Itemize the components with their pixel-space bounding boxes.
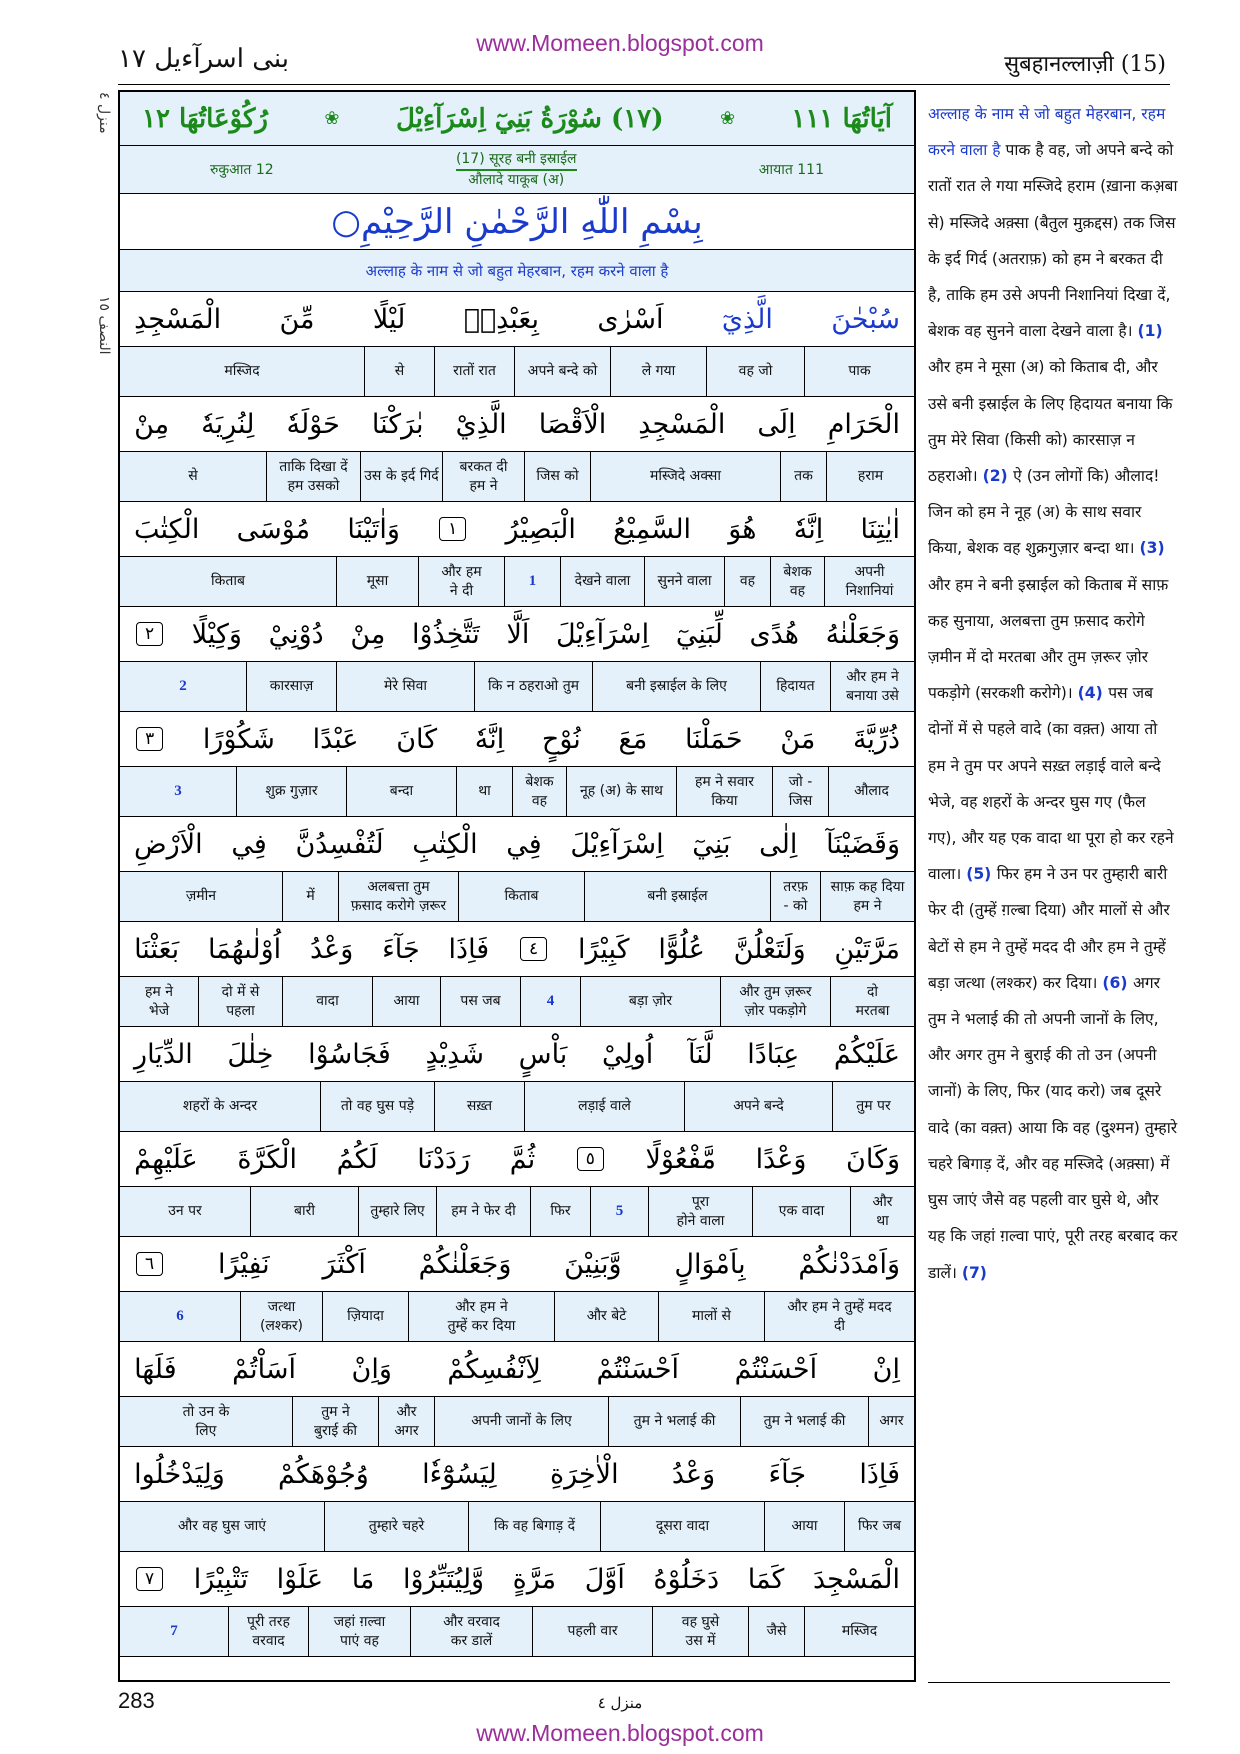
arabic-word: وُجُوْهَكُمْ [278,1458,369,1490]
arabic-word: الْحَرَامِ [827,408,900,440]
word-meaning-cell: और हम ने बनाया उसे [830,662,914,711]
word-translation-row [120,557,914,607]
word-meaning-cell: और वरवाद कर डालें [410,1607,532,1656]
arabic-word: وَاَمْدَدْنٰكُمْ [798,1248,900,1280]
verse-number-cell: 1 [504,557,560,606]
word-meaning-cell: मस्जिद [224,363,260,379]
verse-number-cell: 7 [170,1623,178,1639]
bismillah-arabic: بِسْمِ اللّٰهِ الرَّحْمٰنِ الرَّحِيْمِ○ [331,201,703,242]
arabic-word: فَاِذَا [448,933,490,965]
word-meaning-cell: ले गया [610,347,706,396]
word-meaning-cell: नूह (अ) के साथ [566,767,676,816]
word-translation-row [120,1187,914,1237]
arabic-word: اُولِيْ [602,1038,654,1070]
word-meaning-cell: तुम पर [832,1082,914,1131]
arabic-word: الَّذِيٓ [721,303,773,335]
commentary-verse-number: (5) [966,865,997,884]
word-meaning-cell: तक [780,452,826,501]
commentary-passage: पस जब दोनों में से पहले वादे (का वक़्त) आया तो हम ने तुम पर अपने सख़्त लड़ाई वाले बन्दे भेजे, वह शहरों के अन्दर घुस गए (फैल गए), और यह एक वादा था पूरा हो कर रहने वाला। [928,684,1174,884]
word-meaning-cell: हम ने भेजे [144,983,174,1019]
word-meaning-cell: दो में से पहला [198,977,282,1026]
arabic-line-row [120,1552,914,1607]
header-rule [118,84,1170,85]
word-meaning-cell: शहरों के अन्दर [182,1098,258,1114]
word-meaning-cell: जहां ग़ल्वा पाएं वह [308,1607,410,1656]
arabic-line-row [120,1132,914,1187]
word-meaning-cell: बन्दा [346,767,456,816]
arabic-word: تَتْبِيْرًا [193,1563,249,1595]
word-meaning-cell: मस्जिदे अक्सा [590,452,780,501]
arabic-word: اٰيٰتِنَا [860,513,900,545]
verse-number-cell: 3 [174,783,182,799]
arabic-word: رَدَدْنَا [417,1143,471,1175]
arabic-word: اَوَّلَ [584,1563,625,1595]
surah-running-title-arabic: بنی اسرآءیل ١٧ [118,44,289,74]
arabic-word: فَجَاسُوْا [308,1038,391,1070]
surah-title-row [120,92,914,146]
arabic-word: مَّفْعُوْلًا [645,1143,717,1175]
verse-number-cell: 6 [176,1308,184,1324]
word-meaning-cell: उन पर [168,1203,202,1219]
word-meaning-cell: था [456,767,512,816]
bismillah-translation: अल्लाह के नाम से जो बहुत मेहरबान, रहम करने वाला है [365,261,669,280]
word-meaning-cell: ताकि दिखा दें हम उसको [266,452,360,501]
arabic-word: شَدِيْدٍ [425,1038,484,1070]
arabic-word: الْاٰخِرَةِ [549,1458,619,1490]
arabic-word: فِي [506,828,542,860]
arabic-word: وَّبَنِيْنَ [564,1248,622,1280]
ayat-count-arabic: آيَاتُهَا ١١١ [791,103,892,134]
arabic-word: الْكِتٰبَ [134,513,200,545]
word-meaning-cell: हराम [826,452,914,501]
surah-name-hindi [456,150,577,190]
arabic-word: بِعَبْدِهٖ [463,303,539,335]
commentary-passage: पाक है वह, जो अपने बन्दे को रातों रात ले गया मस्जिदे हराम (ख़ाना कअ़बा से) मस्जिदे अक़्सा (बैतुल मुक़द्दस) तक जिस के इर्द गिर्द (अतराफ़) को हम ने बरकत दी है, ताकि हम उसे अपनी निशानियां दिखा दें, बेशक वह सुनने वाला देखने वाला है। [928,141,1178,341]
arabic-word: عَبْدًا [312,723,359,755]
verse-number-cell: 4 [520,977,580,1026]
arabic-word: لَكُمُ [336,1143,378,1175]
word-meaning-cell: लड़ाई वाले [524,1082,684,1131]
ayah-number-marker: ٢ [136,622,163,646]
surah-subtitle-hindi: औलादे याकूब (अ) [468,171,565,188]
arabic-word: بَعَثْنَا [134,933,180,965]
word-meaning-cell: और वह घुस जाएं [177,1518,267,1534]
arabic-word: اِسْرَآءِيْلَ [555,618,650,650]
arabic-word: وَلِيَدْخُلُوا [134,1458,225,1490]
arabic-word: لِنُرِيَهٗ [201,408,255,440]
word-meaning-cell: अगर [868,1397,914,1446]
arabic-word: وَكَانَ [846,1143,900,1175]
word-meaning-cell: फिर जब [844,1502,914,1551]
word-meaning-cell: ज़मीन [185,888,217,904]
arabic-word: الْمَسْجِدِ [134,303,222,335]
commentary-verse-number: (1) [1137,322,1163,341]
word-meaning-cell: कि न ठहराओ तुम [474,662,592,711]
arabic-word: حَوْلَهٗ [286,408,340,440]
word-meaning-cell: मूसा [336,557,418,606]
arabic-word: لِاَنْفُسِكُمْ [447,1353,541,1385]
arabic-word: مِنْ [134,408,170,440]
side-manzil-note: منزل ٤ [96,92,112,134]
arabic-word: لَّنَآ [687,1038,713,1070]
word-translation-row [120,1607,914,1657]
arabic-word: مِنْ [350,618,386,650]
arabic-word: اِنَّهٗ [793,513,824,545]
commentary-verse-number: (4) [1077,684,1109,703]
arabic-word: عِبَادًا [747,1038,800,1070]
arabic-word: فَاِذَا [859,1458,900,1490]
word-meaning-cell: किताब [211,573,245,589]
word-meaning-cell: तुम्हारे लिए [358,1187,436,1236]
arabic-line-row [120,397,914,452]
word-meaning-cell: वादा [282,977,372,1026]
commentary-passage: अल्लाह के नाम से जो बहुत मेहरबान, रहम करने वाला है [928,105,1166,160]
page-number: 283 [118,1688,155,1713]
arabic-word: اِسْرَآءِيْلَ [570,828,664,860]
ruku-count-hindi: रुकुआत 12 [210,162,274,178]
word-meaning-cell: तो उन के लिए [182,1403,230,1439]
word-meaning-cell: बनी इस्राईल [584,872,770,921]
arabic-word: وَعْدُ [309,933,354,965]
arabic-word: اُوْلٰىهُمَا [207,933,282,965]
word-meaning-cell: दो मरतबा [830,977,914,1026]
commentary-passage: ऐ (उन लोगों कि) औलाद! जिन को हम ने नूह (अ) के साथ सवार किया, बेशक वह शुक्रगुज़ार बन्दा था। [928,467,1160,558]
word-meaning-cell: किताब [458,872,584,921]
header-url[interactable]: www.Momeen.blogspot.com [476,30,764,56]
arabic-word: مَرَّتَيْنِ [834,933,900,965]
word-meaning-cell: पूरा होने वाला [648,1187,752,1236]
arabic-word: كَانَ [396,723,438,755]
arabic-word: حَمَلْنَا [684,723,743,755]
arabic-word: هُدًى [749,618,800,650]
commentary-verse-number: (3) [1139,539,1165,558]
arabic-word: وَاِنْ [351,1353,392,1385]
word-meaning-cell: एक वादा [752,1187,850,1236]
word-meaning-cell: रातों रात [434,347,514,396]
arabic-line-row [120,922,914,977]
arabic-word: بَنِيٓ [692,828,731,860]
commentary-passage: और हम ने मूसा (अ) को किताब दी, और उसे बनी इस्राईल के लिए हिदायत बनाया कि तुम मेरे सिवा (किसी को) कारसाज़ न ठहराओ। [928,358,1173,486]
word-meaning-cell: जिस को [524,452,590,501]
arabic-word: مِّنَ [279,303,315,335]
arabic-word: اِلٰى [759,828,798,860]
arabic-word: الْمَسْجِدَ [812,1563,900,1595]
word-meaning-cell: अपनी निशानियां [824,557,914,606]
word-translation-row [120,1292,914,1342]
word-meaning-cell: दूसरा वादा [600,1502,764,1551]
surah-info-row [120,146,914,194]
arabic-word: اِنْ [872,1353,900,1385]
word-meaning-cell: ज़ियादा [322,1292,408,1341]
arabic-word: الَّذِيْ [455,408,507,440]
arabic-line-row [120,712,914,767]
arabic-word: نُوْحٍ [541,723,581,755]
arabic-word: الْبَصِيْرُ [505,513,576,545]
word-meaning-cell: बड़ा ज़ोर [580,977,720,1026]
word-meaning-cell: मालों से [658,1292,764,1341]
commentary-verse-number: (6) [1102,973,1133,992]
arabic-word: اَسْرٰى [597,303,664,335]
arabic-word: جَآءَ [382,933,420,965]
ayat-count-hindi: आयात 111 [758,162,824,178]
ayah-number-marker: ٦ [136,1252,163,1276]
word-meaning-cell: पूरी तरह वरवाद [228,1607,308,1656]
arabic-word: اِنَّهٗ [474,723,505,755]
word-meaning-cell: सुनने वाला [644,557,724,606]
arabic-word: اَلَّا [506,618,530,650]
arabic-word: لَيْلًا [372,303,406,335]
word-translation-row [120,767,914,817]
word-meaning-cell: वह [724,557,770,606]
arabic-word: كَبِيْرًا [577,933,630,965]
arabic-word: مَرَّةٍ [512,1563,557,1595]
word-meaning-cell: और हम ने तुम्हें कर दिया [408,1292,554,1341]
arabic-word: اَحْسَنْتُمْ [734,1353,818,1385]
word-meaning-cell: फिर [530,1187,590,1236]
word-meaning-cell: मेरे सिवा [336,662,474,711]
word-meaning-cell: और था [850,1187,914,1236]
word-meaning-cell: तुम ने बुराई की [292,1397,378,1446]
arabic-word: خِلٰلَ [227,1038,274,1070]
word-meaning-cell: तुम्हारे चहरे [324,1502,468,1551]
arabic-word: وَاٰتَيْنَا [347,513,400,545]
commentary-rule [928,1682,1170,1683]
arabic-word: دَخَلُوْهُ [653,1563,720,1595]
ruku-count-arabic: رُكُوْعَاتُهَا ١٢ [142,103,268,134]
arabic-word: لِيَسُوْٓءٗا [422,1458,497,1490]
commentary-verse-number: (2) [982,467,1014,486]
word-meaning-cell: अपने बन्दे को [514,347,610,396]
arabic-word: وَلَتَعْلُنَّ [733,933,806,965]
word-meaning-cell: बारी [250,1187,358,1236]
arabic-word: اَسَاْتُمْ [232,1353,296,1385]
word-meaning-cell: से [188,468,198,484]
arabic-line-row [120,292,914,347]
arabic-word: عَلَوْا [276,1563,324,1595]
ayah-number-marker: ٧ [136,1567,163,1591]
flower-icon: ❀ [719,108,736,129]
surah-title-hindi: (17) सूरह बनी इस्राईल [456,150,577,171]
arabic-word: دُوْنِيْ [268,618,324,650]
word-meaning-cell: कि वह बिगाड़ दें [468,1502,600,1551]
surah-name-arabic: (١٧) سُوْرَةُ بَنِيٓ اِسْرَآءِيْلَ [395,103,664,134]
arabic-word: عَلَيْكُمْ [833,1038,900,1070]
word-translation-row [120,347,914,397]
word-meaning-cell: उस के इर्द गिर्द [360,452,442,501]
word-meaning-cell: बेशक वह [512,767,566,816]
word-translation-row [120,1502,914,1552]
word-meaning-cell: और अगर [378,1397,434,1446]
commentary-passage: अगर तुम ने भलाई की तो अपनी जानों के लिए, और अगर तुम ने बुराई की तो उन (अपनी जानों) के लिए, फिर (याद करो) जब दूसरे वादे (का वक़्त) आया कि वह (दुश्मन) तुम्हारे चहरे बिगाड़ दें, और वह मस्जिदे (अक़्सा) में घुस जाएं जैसे वह पहली वार घुसे थे, और यह कि जहां ग़ल्वा पाएं, पूरी तरह बरबाद कर डालें। [928,973,1178,1282]
arabic-word: السَّمِيْعُ [613,513,692,545]
word-meaning-cell: बेशक वह [770,557,824,606]
word-meaning-cell: हम ने सवार किया [676,767,772,816]
arabic-line-row [120,1342,914,1397]
arabic-word: الْكَرَّةَ [237,1143,297,1175]
word-translation-row [120,452,914,502]
word-meaning-cell: पाक [804,347,914,396]
arabic-line-row [120,607,914,662]
arabic-word: الْمَسْجِدِ [638,408,726,440]
flower-icon: ❀ [324,108,340,129]
word-meaning-cell: तुम ने भलाई की [608,1397,740,1446]
arabic-word: الْاَرْضِ [134,828,203,860]
word-meaning-cell: तुम ने भलाई की [740,1397,868,1446]
word-meaning-cell: बनी इस्राईल के लिए [592,662,760,711]
word-meaning-cell: पस जब [440,977,520,1026]
arabic-line-row [120,1027,914,1082]
ayah-number-marker: ١ [439,517,466,541]
arabic-word: هُوَ [728,513,757,545]
commentary-passage: और हम ने बनी इस्राईल को किताब में साफ़ कह सुनाया, अलबत्ता तुम फ़साद करोगे ज़मीन में दो मरतबा और तुम ज़रूर ज़ोर पकड़ोगे (सरकशी करोगे)। [928,575,1169,703]
arabic-word: مَنْ [780,723,816,755]
commentary-text [928,96,1178,1291]
arabic-word: بِاَمْوَالٍ [674,1248,746,1280]
arabic-word: اَحْسَنْتُمْ [596,1353,680,1385]
arabic-word: ذُرِّيَّةَ [852,723,900,755]
arabic-word: وَعْدًا [755,1143,807,1175]
commentary-passage: फिर हम ने उन पर तुम्हारी बारी फेर दी (तुम्हें ग़ल्बा दिया) और मालों से और बेटों से हम ने तुम्हें मदद दी और हम ने तुम्हें बड़ा जत्था (लश्कर) कर दिया। [928,865,1170,992]
arabic-word: مُوْسَى [236,513,311,545]
bismillah-row [120,194,914,250]
arabic-word: سُبْحٰنَ [831,303,900,335]
word-meaning-cell: मस्जिद [804,1607,914,1656]
word-translation-row [120,977,914,1027]
arabic-word: شَكُوْرًا [202,723,275,755]
word-meaning-cell: आया [764,1502,844,1551]
arabic-word: وَكِيْلًا [191,618,242,650]
arabic-word: عُلُوًّا [658,933,705,965]
word-meaning-cell: जो - जिस [772,767,828,816]
arabic-word: الدِّيَارِ [134,1038,193,1070]
arabic-word: لَتُفْسِدُنَّ [295,828,384,860]
word-meaning-cell: औलाद [828,767,914,816]
arabic-word: وَجَعَلْنٰكُمْ [418,1248,512,1280]
arabic-word: فَلَهَا [134,1353,177,1385]
manzil-label: منزل ٤ [597,1694,643,1712]
word-meaning-cell: जैसे [748,1607,804,1656]
word-meaning-cell: सख़्त [434,1082,524,1131]
arabic-line-row [120,1237,914,1292]
word-meaning-cell: और हम ने तुम्हें मदद दी [764,1292,914,1341]
commentary-column [928,96,1178,1682]
word-meaning-cell: वह घुसे उस में [652,1607,748,1656]
juz-running-title: सुबहानल्लाज़ी (15) [1004,52,1166,77]
arabic-word: نَفِيْرًا [217,1248,270,1280]
bismillah-translation-row [120,250,914,292]
word-meaning-cell: बरकत दी हम ने [442,452,524,501]
arabic-word: اِلَى [757,408,796,440]
translation-table [118,90,916,1682]
ayah-number-marker: ٥ [577,1147,604,1171]
arabic-word: لِّبَنِيٓ [675,618,723,650]
word-meaning-cell: कारसाज़ [246,662,336,711]
arabic-word: اَكْثَرَ [322,1248,366,1280]
arabic-word: مَا [351,1563,375,1595]
arabic-word: الْاَقْصَا [538,408,607,440]
word-meaning-cell: और तुम ज़रूर ज़ोर पकड़ोगे [720,977,830,1026]
arabic-word: تَتَّخِذُوْا [411,618,480,650]
arabic-word: فِي [231,828,267,860]
ayah-number-marker: ٤ [520,937,547,961]
arabic-word: وَجَعَلْنٰهُ [825,618,900,650]
arabic-word: عَلَيْهِمْ [134,1143,198,1175]
word-meaning-cell: जत्था (लश्कर) [240,1292,322,1341]
word-meaning-cell: अपनी जानों के लिए [434,1397,608,1446]
footer-url[interactable]: www.Momeen.blogspot.com [476,1720,764,1746]
arabic-word: بَاْسٍ [518,1038,568,1070]
arabic-word: بٰرَكْنَا [371,408,424,440]
word-meaning-cell: और बेटे [554,1292,658,1341]
arabic-word: جَآءَ [768,1458,807,1490]
word-translation-row [120,872,914,922]
word-meaning-cell: साफ़ कह दिया हम ने [820,872,914,921]
arabic-word: كَمَا [747,1563,785,1595]
word-meaning-cell: पहली वार [532,1607,652,1656]
word-translation-row [120,662,914,712]
arabic-word: وَقَضَيْنَآ [826,828,900,860]
verse-number-cell: 2 [179,678,187,694]
word-meaning-cell: अपने बन्दे [684,1082,832,1131]
arabic-word: ثُمَّ [509,1143,536,1175]
verse-number-cell: 5 [590,1187,648,1236]
word-translation-row [120,1082,914,1132]
word-meaning-cell: अलबत्ता तुम फ़साद करोगे ज़रूर [338,872,458,921]
side-nisf-note: النصف ١٥ [96,296,112,355]
word-meaning-cell: हिदायत [760,662,830,711]
arabic-word: مَعَ [618,723,648,755]
word-meaning-cell: में [282,872,338,921]
word-meaning-cell: वह जो [706,347,804,396]
word-meaning-cell: और हम ने दी [418,557,504,606]
arabic-line-row [120,502,914,557]
word-meaning-cell: तो वह घुस पड़े [320,1082,434,1131]
arabic-word: وَعْدُ [671,1458,716,1490]
word-meaning-cell: हम ने फेर दी [436,1187,530,1236]
word-meaning-cell: से [364,347,434,396]
arabic-line-row [120,1447,914,1502]
arabic-word: الْكِتٰبِ [412,828,478,860]
commentary-verse-number: (7) [961,1263,987,1282]
ayah-number-marker: ٣ [136,727,163,751]
word-meaning-cell: देखने वाला [560,557,644,606]
arabic-line-row [120,817,914,872]
word-meaning-cell: तरफ़ - को [770,872,820,921]
arabic-word: وَّلِيُتَبِّرُوْا [402,1563,485,1595]
word-meaning-cell: शुक्र गुज़ार [236,767,346,816]
word-meaning-cell: आया [372,977,440,1026]
word-translation-row [120,1397,914,1447]
